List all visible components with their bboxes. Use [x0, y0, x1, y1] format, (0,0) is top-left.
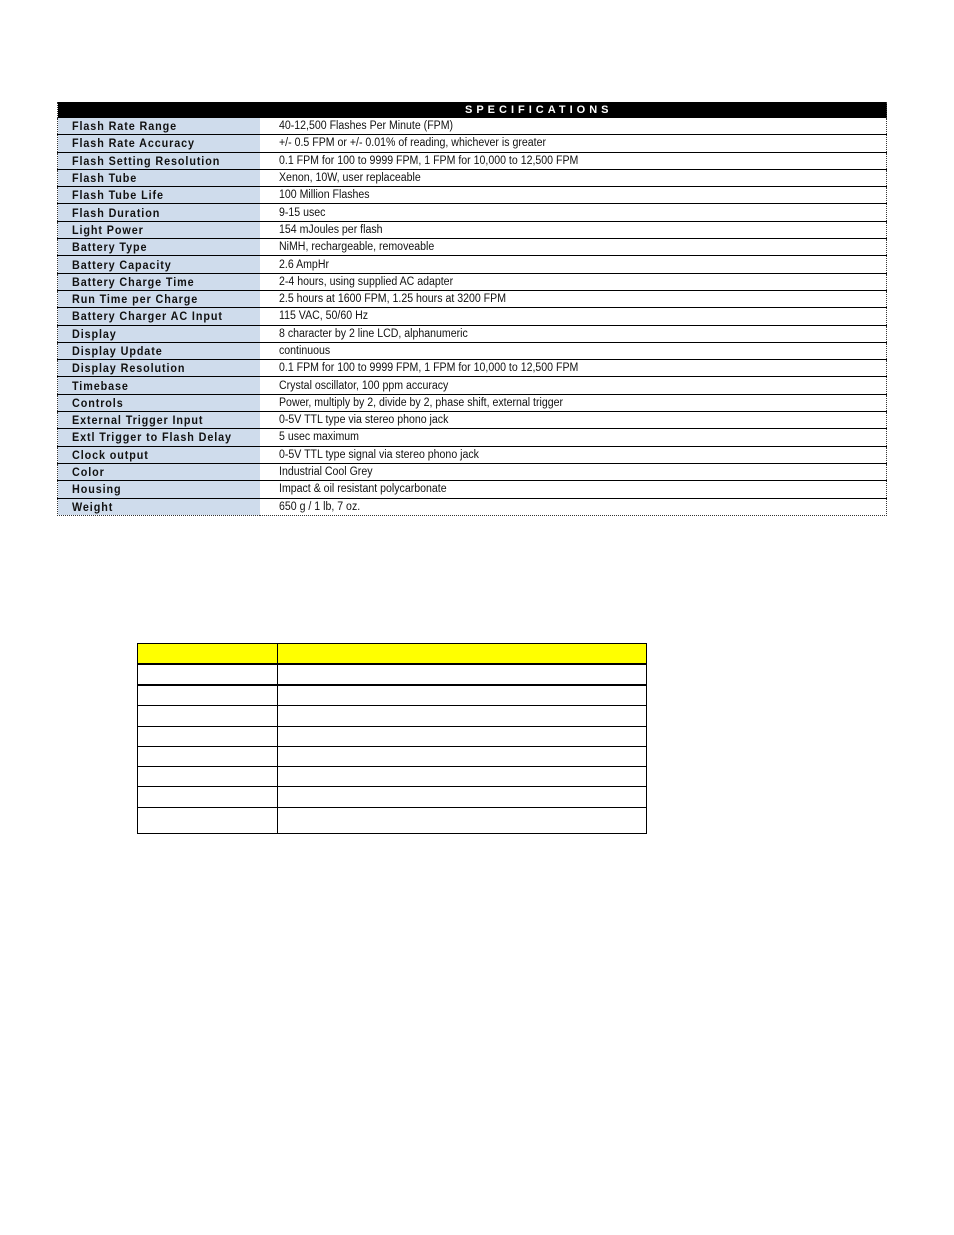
spec-value — [260, 290, 887, 307]
spec-value-text: Impact & oil resistant polycarbonate — [278, 483, 447, 496]
spec-row — [58, 342, 887, 359]
spec-row — [58, 256, 887, 273]
spec-label — [58, 377, 260, 394]
empty-table-cell — [278, 664, 647, 685]
specifications-body — [58, 118, 887, 515]
empty-table-row — [138, 787, 647, 807]
spec-value-text: +/- 0.5 FPM or +/- 0.01% of reading, whichever is greater — [278, 137, 546, 150]
spec-label-text: Battery Charge Time — [72, 274, 195, 289]
spec-label-text: Run Time per Charge — [72, 292, 199, 307]
spec-label — [58, 360, 260, 377]
spec-value-text: 115 VAC, 50/60 Hz — [278, 310, 368, 323]
spec-row — [58, 273, 887, 290]
spec-label-text: Flash Tube Life — [72, 188, 164, 203]
spec-label-text: Timebase — [72, 378, 129, 393]
spec-row — [58, 429, 887, 446]
spec-label — [58, 221, 260, 238]
spec-label-text: Display — [72, 326, 117, 341]
spec-label-text: Battery Type — [72, 240, 148, 255]
spec-value — [260, 152, 887, 169]
spec-label-text: Flash Rate Range — [72, 119, 178, 134]
spec-value-text: NiMH, rechargeable, removeable — [278, 241, 434, 254]
spec-label — [58, 169, 260, 186]
spec-row — [58, 118, 887, 135]
empty-table — [137, 643, 647, 834]
spec-value — [260, 256, 887, 273]
empty-table-header-row — [138, 644, 647, 665]
spec-row — [58, 481, 887, 498]
spec-value-text: Xenon, 10W, user replaceable — [278, 172, 421, 185]
spec-label — [58, 152, 260, 169]
spec-label-text: Flash Setting Resolution — [72, 153, 221, 168]
spec-value-text: Power, multiply by 2, divide by 2, phase shift, external trigger — [278, 396, 563, 409]
empty-table-row — [138, 664, 647, 685]
spec-row — [58, 152, 887, 169]
spec-label-text: Weight — [72, 499, 114, 514]
spec-row — [58, 412, 887, 429]
spec-label-text: Light Power — [72, 222, 144, 237]
spec-value-text: Crystal oscillator, 100 ppm accuracy — [278, 379, 448, 392]
empty-table-cell — [278, 726, 647, 746]
spec-label — [58, 412, 260, 429]
spec-label-text: Display Resolution — [72, 361, 186, 376]
spec-value — [260, 221, 887, 238]
spec-label — [58, 446, 260, 463]
spec-label-text: Clock output — [72, 447, 149, 462]
spec-row — [58, 221, 887, 238]
spec-value — [260, 481, 887, 498]
spec-value — [260, 169, 887, 186]
spec-value-text: 0.1 FPM for 100 to 9999 FPM, 1 FPM for 10,000 to 12,500 FPM — [278, 362, 578, 375]
spec-label — [58, 290, 260, 307]
empty-table-cell — [138, 726, 278, 746]
spec-label-text: Flash Rate Accuracy — [72, 136, 195, 151]
spec-label — [58, 429, 260, 446]
spec-value-text: 154 mJoules per flash — [278, 223, 383, 236]
spec-label-text: Extl Trigger to Flash Delay — [72, 430, 232, 445]
spec-value-text: Industrial Cool Grey — [278, 466, 372, 479]
spec-row — [58, 446, 887, 463]
spec-label — [58, 394, 260, 411]
spec-label-text: Battery Capacity — [72, 257, 172, 272]
spec-value — [260, 394, 887, 411]
spec-label — [58, 463, 260, 480]
spec-row — [58, 308, 887, 325]
spec-value — [260, 342, 887, 359]
empty-table-row — [138, 685, 647, 706]
spec-row — [58, 290, 887, 307]
spec-value-text: 2.6 AmpHr — [278, 258, 329, 271]
empty-table-cell — [278, 787, 647, 807]
spec-value-text: 650 g / 1 lb, 7 oz. — [278, 500, 360, 513]
spec-value-text: 40-12,500 Flashes Per Minute (FPM) — [278, 120, 453, 133]
spec-label-text: Controls — [72, 395, 124, 410]
spec-value-text: 5 usec maximum — [278, 431, 359, 444]
empty-table-header-cell — [278, 644, 647, 665]
spec-value — [260, 135, 887, 152]
spec-label — [58, 135, 260, 152]
spec-value-text: 8 character by 2 line LCD, alphanumeric — [278, 327, 468, 340]
spec-row — [58, 394, 887, 411]
empty-table-row — [138, 706, 647, 726]
empty-table-cell — [138, 746, 278, 766]
spec-label — [58, 308, 260, 325]
spec-value — [260, 118, 887, 135]
empty-table-cell — [138, 664, 278, 685]
spec-value — [260, 463, 887, 480]
empty-table-cell — [138, 807, 278, 833]
spec-value-text: 2.5 hours at 1600 FPM, 1.25 hours at 3200 FPM — [278, 293, 506, 306]
spec-label — [58, 273, 260, 290]
spec-value — [260, 325, 887, 342]
spec-row — [58, 325, 887, 342]
spec-value — [260, 360, 887, 377]
spec-value — [260, 377, 887, 394]
spec-label — [58, 118, 260, 135]
spec-label-text: Battery Charger AC Input — [72, 309, 223, 324]
empty-table-cell — [278, 807, 647, 833]
spec-row — [58, 463, 887, 480]
spec-label-text: Color — [72, 465, 105, 480]
spec-row — [58, 498, 887, 515]
empty-table-row — [138, 726, 647, 746]
empty-table-cell — [138, 767, 278, 787]
spec-row — [58, 239, 887, 256]
empty-table-row — [138, 807, 647, 833]
spec-value — [260, 308, 887, 325]
empty-table-cell — [138, 685, 278, 706]
specifications-header — [58, 102, 887, 118]
spec-value — [260, 187, 887, 204]
spec-value-text: 0-5V TTL type signal via stereo phono jack — [278, 448, 479, 461]
spec-label — [58, 498, 260, 515]
specifications-header-row — [58, 102, 887, 118]
spec-label — [58, 239, 260, 256]
spec-row — [58, 135, 887, 152]
spec-value — [260, 239, 887, 256]
spec-label — [58, 256, 260, 273]
spec-label-text: Flash Tube — [72, 171, 138, 186]
specifications-title: SPECIFICATIONS — [465, 104, 613, 116]
empty-table-row — [138, 767, 647, 787]
spec-row — [58, 204, 887, 221]
spec-value-text: 0.1 FPM for 100 to 9999 FPM, 1 FPM for 10,000 to 12,500 FPM — [278, 154, 578, 167]
spec-value — [260, 429, 887, 446]
spec-value — [260, 412, 887, 429]
empty-table-cell — [138, 787, 278, 807]
spec-value-text: 100 Million Flashes — [278, 189, 370, 202]
empty-table-cell — [278, 767, 647, 787]
spec-row — [58, 360, 887, 377]
spec-value — [260, 446, 887, 463]
spec-value — [260, 204, 887, 221]
spec-label — [58, 204, 260, 221]
spec-row — [58, 187, 887, 204]
spec-value — [260, 273, 887, 290]
spec-row — [58, 377, 887, 394]
empty-table-row — [138, 746, 647, 766]
empty-table-cell — [138, 706, 278, 726]
spec-value-text: 9-15 usec — [278, 206, 325, 219]
spec-label — [58, 187, 260, 204]
spec-label-text: External Trigger Input — [72, 413, 204, 428]
empty-table-header-cell — [138, 644, 278, 665]
spec-row — [58, 169, 887, 186]
empty-table-cell — [278, 746, 647, 766]
spec-value-text: 2-4 hours, using supplied AC adapter — [278, 275, 453, 288]
specifications-table — [57, 102, 887, 516]
spec-label — [58, 481, 260, 498]
spec-value-text: continuous — [278, 345, 330, 357]
spec-value — [260, 498, 887, 515]
spec-label-text: Housing — [72, 482, 122, 497]
empty-table-body — [138, 664, 647, 834]
spec-value-text: 0-5V TTL type via stereo phono jack — [278, 414, 448, 427]
empty-table-cell — [278, 685, 647, 706]
spec-label-text: Display Update — [72, 344, 163, 358]
spec-label — [58, 342, 260, 359]
spec-label-text: Flash Duration — [72, 205, 161, 220]
empty-table-cell — [278, 706, 647, 726]
spec-label — [58, 325, 260, 342]
